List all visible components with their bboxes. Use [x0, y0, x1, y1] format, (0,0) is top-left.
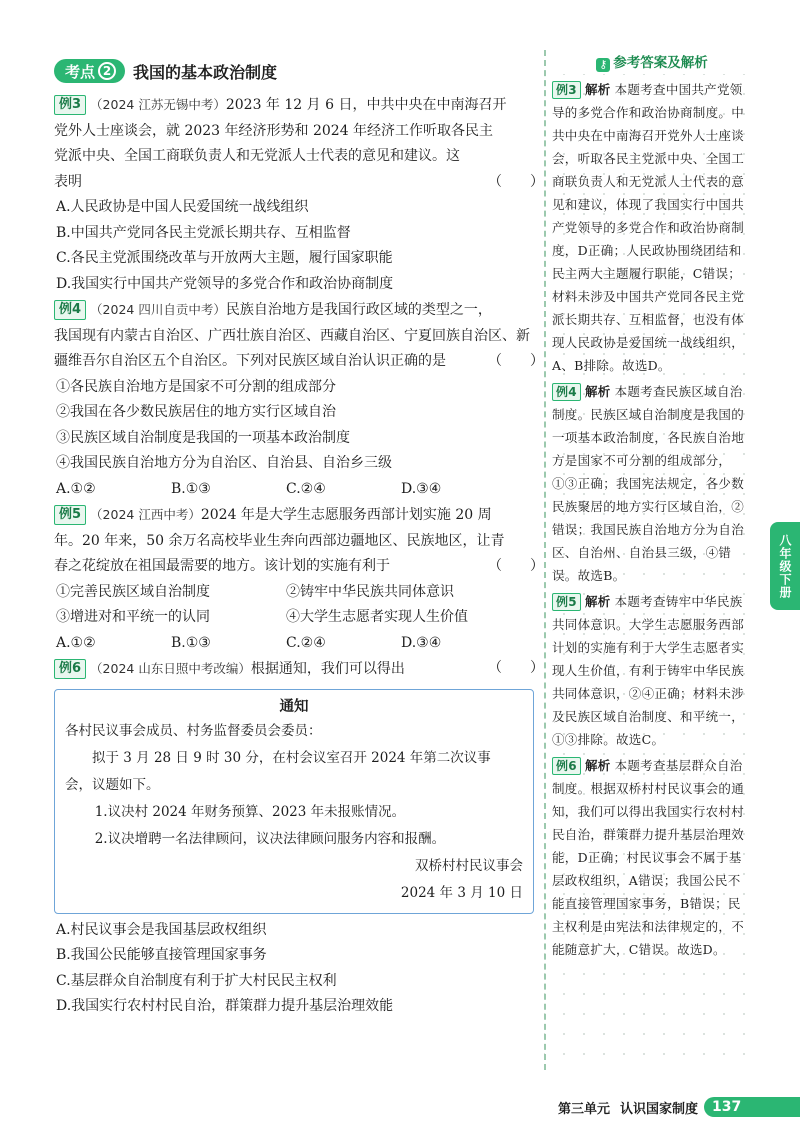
- statement-3: ③增进对和平统一的认同: [56, 609, 210, 625]
- choice-b: B.①③: [171, 480, 211, 497]
- answer-blank: （ ）: [488, 660, 544, 676]
- example-5: [54, 502, 544, 656]
- main-column: [54, 56, 544, 1020]
- notice-box: [54, 689, 534, 914]
- answer-text: 本题考查中国共产党领导的多党合作和政治协商制度。中共中央在中南海召开党外人士座谈会，听取各民主党派中央、全国工商联负责人和无党派人士代表的意见和建议，体现了我国实行中国共产党领导的多党合作和政治协商制度，D正确；人民政协围绕团结和民主两大主题履行职能，C错误；材料未涉及中国共产党同各民主党派长期共存、互相监督，也没有体现人民政协是爱国统一战线组织，A、B排除。故选D。: [552, 82, 745, 373]
- notice-body: 会，议题如下。: [65, 776, 160, 793]
- choice-b: B.①③: [171, 634, 211, 651]
- example-source: （2024 江西中考）: [90, 507, 201, 522]
- example-source: （2024 山东日照中考改编）: [90, 661, 251, 676]
- statement-1: ①完善民族区域自治制度: [56, 583, 210, 600]
- choice-c: C.②④: [286, 480, 326, 497]
- answer-body: [552, 78, 752, 964]
- example-tag: 例6: [54, 659, 86, 679]
- statement-row: [54, 605, 534, 631]
- notice-body: 拟于 3 月 28 日 9 时 30 分，在村会议室召开 2024 年第二次议事: [92, 749, 491, 766]
- choice-row: [54, 631, 534, 657]
- choice-d: D.③④: [401, 634, 442, 651]
- example-6: [54, 656, 544, 1020]
- choice-c: C.②④: [286, 634, 326, 651]
- answer-text: 本题考查基层群众自治制度。根据双桥村村民议事会的通知，我们可以得出我国实行农村村民自治，群策群力提升基层治理效能，D正确；村民议事会不属于基层政权组织，A错误；我国公民不能直接管理国家事务，B错误；民主权利是由宪法和法律规定的，不能随意扩大，C错误。故选D。: [552, 758, 745, 957]
- answer-tag: 例4: [552, 383, 581, 401]
- statement-2: ②我国在各少数民族居住的地方实行区域自治: [56, 404, 336, 420]
- example-text: 党外人士座谈会，就 2023 年经济形势和 2024 年经济工作听取各民主: [54, 122, 494, 139]
- statement-4: ④大学生志愿者实现人生价值: [286, 609, 468, 625]
- page-footer: [558, 1096, 800, 1118]
- answer-item-5: [552, 590, 752, 751]
- example-text: 春之花绽放在祖国最需要的地方。该计划的实施有利于: [54, 558, 390, 574]
- example-tag: 例5: [54, 505, 86, 525]
- notice-title: 通知: [279, 698, 309, 715]
- section-badge-label: 考点: [65, 62, 96, 81]
- notice-item-1: 1.议决村 2024 年财务预算、2023 年未报账情况。: [94, 803, 406, 820]
- example-text: 疆维吾尔自治区五个自治区。下列对民族区域自治认识正确的是: [54, 353, 446, 369]
- example-3: [54, 92, 544, 297]
- answer-tag: 例5: [552, 593, 581, 611]
- key-icon: ⚷: [596, 58, 610, 72]
- example-text: 年。20 年来，50 余万名高校毕业生奔向西部边疆地区、民族地区，让青: [54, 532, 505, 549]
- section-badge: [54, 59, 125, 83]
- example-tag: 例4: [54, 300, 86, 320]
- option-c: C.各民主党派围绕改革与开放两大主题，履行国家职能: [56, 250, 393, 266]
- statement-3: ③民族区域自治制度是我国的一项基本政治制度: [56, 429, 350, 446]
- option-b: B.我国公民能够直接管理国家事务: [56, 947, 267, 963]
- answer-item-3: [552, 78, 752, 377]
- choice-a: A.①②: [56, 634, 96, 651]
- answer-column: [544, 50, 752, 1070]
- page-number: 137: [704, 1097, 800, 1117]
- statement-4: ④我国民族自治地方分为自治区、自治县、自治乡三级: [56, 455, 392, 471]
- example-source: （2024 四川自贡中考）: [90, 302, 226, 317]
- example-text: 党派中央、全国工商联负责人和无党派人士代表的意见和建议。这: [54, 148, 460, 164]
- choice-row: [54, 477, 534, 503]
- example-tag: 例3: [54, 95, 86, 115]
- example-text: 根据通知，我们可以得出: [250, 661, 405, 677]
- answer-blank: （ ）: [488, 353, 544, 369]
- notice-signer: 双桥村村民议事会: [415, 857, 523, 874]
- answer-header: [550, 52, 754, 74]
- answer-blank: （ ）: [488, 173, 544, 190]
- statement-2: ②铸牢中华民族共同体意识: [286, 583, 454, 600]
- option-b: B.中国共产党同各民主党派长期共存、互相监督: [56, 224, 351, 241]
- section-title: 我国的基本政治制度: [133, 62, 278, 82]
- answer-keyword: 解析: [584, 384, 611, 399]
- answer-item-4: [552, 380, 752, 587]
- example-text: 2023 年 12 月 6 日，中共中央在中南海召开: [225, 97, 507, 113]
- footer-title: 认识国家制度: [619, 1101, 698, 1117]
- answer-text: 本题考查民族区域自治制度。民族区域自治制度是我国的一项基本政治制度，各民族自治地方是国家不可分割的组成部分，①③正确；我国宪法规定，各少数民族聚居的地方实行区域自治，②错误；我国民族自治地方分为自治区、自治州、自治县三级，④错误。故选B。: [552, 384, 745, 583]
- choice-d: D.③④: [401, 480, 442, 497]
- footer-unit: 第三单元: [557, 1101, 610, 1117]
- statement-row: [54, 580, 534, 606]
- example-text: 2024 年是大学生志愿服务西部计划实施 20 周: [200, 507, 492, 523]
- answer-text: 本题考查铸牢中华民族共同体意识。大学生志愿服务西部计划的实施有利于大学生志愿者实现人生价值，有利于铸牢中华民族共同体意识，②④正确；材料未涉及民族区域自治制度、和平统一，①③排除。故选C。: [552, 594, 745, 747]
- notice-salutation: 各村民议事会成员、村务监督委员会委员：: [65, 722, 322, 739]
- option-a: A.人民政协是中国人民爱国统一战线组织: [56, 199, 309, 215]
- answer-header-label: 参考答案及解析: [613, 55, 708, 71]
- example-source: （2024 江苏无锡中考）: [90, 97, 226, 112]
- answer-item-6: [552, 754, 752, 961]
- answer-tag: 例6: [552, 757, 581, 775]
- answer-blank: （ ）: [488, 558, 544, 574]
- option-d: D.我国实行农村村民自治，群策群力提升基层治理效能: [56, 998, 394, 1014]
- answer-keyword: 解析: [584, 758, 611, 773]
- notice-item-2: 2.议决增聘一名法律顾问，议决法律顾问服务内容和报酬。: [94, 830, 446, 847]
- answer-tag: 例3: [552, 81, 581, 99]
- answer-keyword: 解析: [584, 82, 611, 97]
- answer-keyword: 解析: [584, 594, 611, 609]
- notice-date: 2024 年 3 月 10 日: [400, 884, 523, 901]
- example-4: [54, 297, 544, 502]
- statement-1: ①各民族自治地方是国家不可分割的组成部分: [56, 378, 336, 395]
- section-badge-number: 2: [98, 62, 116, 80]
- option-a: A.村民议事会是我国基层政权组织: [56, 921, 267, 938]
- option-c: C.基层群众自治制度有利于扩大村民民主权利: [56, 972, 337, 989]
- example-text: 表明: [54, 173, 82, 190]
- option-d: D.我国实行中国共产党领导的多党合作和政治协商制度: [56, 275, 394, 292]
- example-text: 民族自治地方是我国行政区域的类型之一，: [225, 302, 492, 318]
- example-text: 我国现有内蒙古自治区、广西壮族自治区、西藏自治区、宁夏回族自治区、新: [54, 327, 530, 344]
- section-header: [54, 56, 534, 86]
- choice-a: A.①②: [56, 480, 96, 497]
- grade-side-tab: 八年级下册: [770, 522, 800, 610]
